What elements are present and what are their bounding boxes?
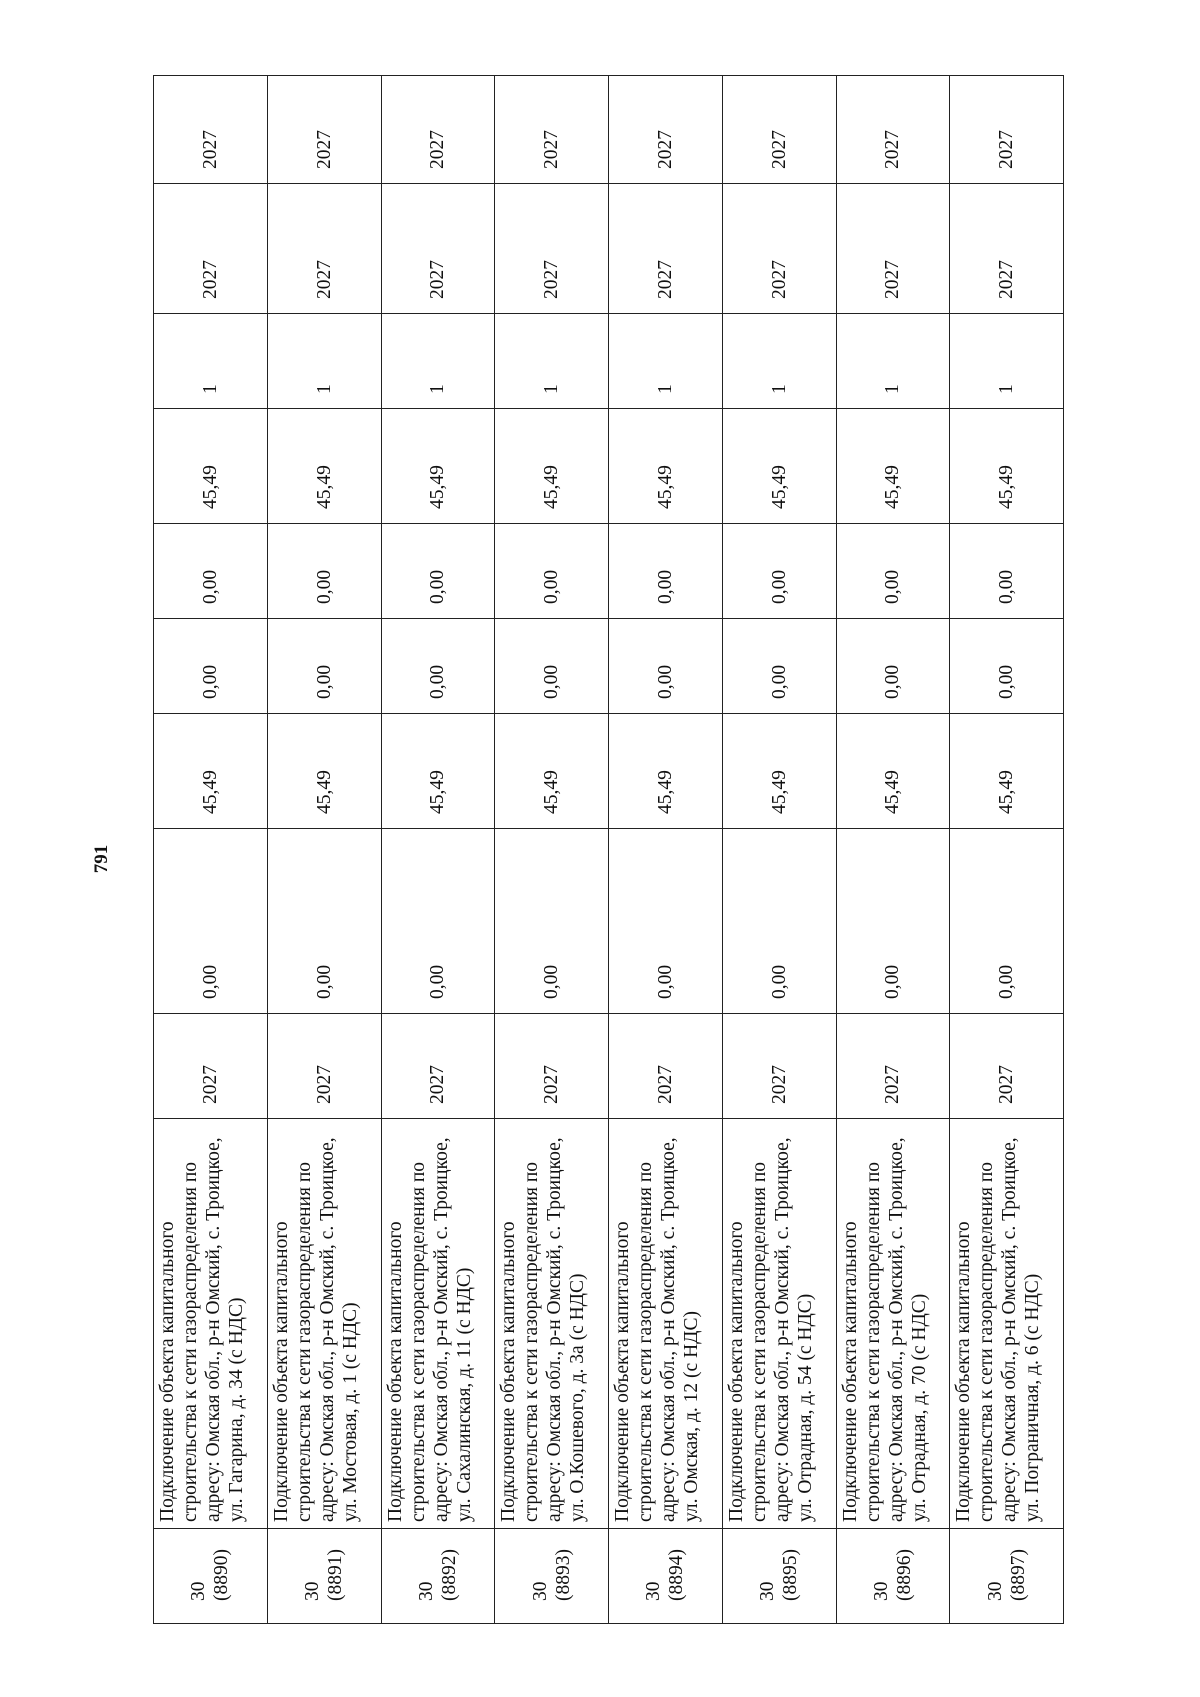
quantity-cell: 1 [609, 314, 723, 409]
value-cell: 45,49 [836, 409, 950, 524]
value-cell: 0,00 [381, 829, 495, 1014]
value-cell: 0,00 [722, 829, 836, 1014]
page-number: 791 [91, 844, 112, 874]
value-cell: 0,00 [495, 524, 609, 619]
value-cell: 0,00 [836, 829, 950, 1014]
row-id: (8896) [893, 1549, 915, 1601]
table-row [950, 76, 1064, 1624]
value-cell: 0,00 [154, 829, 268, 1014]
project-description: Подключение объекта капитального строительства к сети газораспределения по адресу: Омская обл., р-н Омский, с. Троицкое, ул. Гагарина, д. 34 (с НДС) [154, 1119, 268, 1529]
year-cell: 2027 [836, 1014, 950, 1119]
value-cell: 0,00 [267, 524, 381, 619]
value-cell: 0,00 [950, 619, 1064, 714]
value-cell: 0,00 [836, 524, 950, 619]
table-row [381, 76, 495, 1624]
value-cell: 0,00 [609, 524, 723, 619]
year-cell: 2027 [950, 1014, 1064, 1119]
investment-table [153, 75, 1064, 1624]
project-description: Подключение объекта капитального строительства к сети газораспределения по адресу: Омская обл., р-н Омский, с. Троицкое, ул. Сахалинская, д. 11 (с НДС) [381, 1119, 495, 1529]
end-year-cell: 2027 [836, 76, 950, 184]
table-row [495, 76, 609, 1624]
quantity-cell: 1 [950, 314, 1064, 409]
row-code-number: 30 [188, 1581, 210, 1601]
value-cell: 0,00 [267, 619, 381, 714]
value-cell: 45,49 [381, 409, 495, 524]
row-code [154, 1529, 268, 1624]
row-id: (8892) [438, 1549, 460, 1601]
table-row [836, 76, 950, 1624]
end-year-cell: 2027 [381, 76, 495, 184]
value-cell: 45,49 [722, 409, 836, 524]
value-cell: 45,49 [267, 409, 381, 524]
value-cell: 0,00 [381, 524, 495, 619]
value-cell: 45,49 [495, 409, 609, 524]
year-cell: 2027 [154, 1014, 268, 1119]
end-year-cell: 2027 [154, 76, 268, 184]
row-code-number: 30 [302, 1581, 324, 1601]
value-cell: 45,49 [836, 714, 950, 829]
quantity-cell: 1 [154, 314, 268, 409]
project-description: Подключение объекта капитального строительства к сети газораспределения по адресу: Омская обл., р-н Омский, с. Троицкое, ул. Отрадная, д. 54 (с НДС) [722, 1119, 836, 1529]
quantity-cell: 1 [495, 314, 609, 409]
row-code-number: 30 [643, 1581, 665, 1601]
start-year-cell: 2027 [267, 184, 381, 314]
end-year-cell: 2027 [267, 76, 381, 184]
row-id: (8894) [666, 1549, 688, 1601]
row-code-number: 30 [529, 1581, 551, 1601]
end-year-cell: 2027 [722, 76, 836, 184]
row-code [722, 1529, 836, 1624]
value-cell: 45,49 [154, 409, 268, 524]
project-description: Подключение объекта капитального строительства к сети газораспределения по адресу: Омская обл., р-н Омский, с. Троицкое, ул. Отрадная, д. 70 (с НДС) [836, 1119, 950, 1529]
row-code [495, 1529, 609, 1624]
end-year-cell: 2027 [950, 76, 1064, 184]
quantity-cell: 1 [381, 314, 495, 409]
value-cell: 0,00 [609, 619, 723, 714]
rotated-table-sheet [153, 76, 1064, 1624]
start-year-cell: 2027 [950, 184, 1064, 314]
quantity-cell: 1 [836, 314, 950, 409]
year-cell: 2027 [267, 1014, 381, 1119]
start-year-cell: 2027 [154, 184, 268, 314]
row-id: (8891) [325, 1549, 347, 1601]
quantity-cell: 1 [267, 314, 381, 409]
row-code [836, 1529, 950, 1624]
row-id: (8893) [552, 1549, 574, 1601]
row-code [381, 1529, 495, 1624]
value-cell: 45,49 [950, 409, 1064, 524]
project-description: Подключение объекта капитального строительства к сети газораспределения по адресу: Омская обл., р-н Омский, с. Троицкое, ул. О.Кошевого, д. 3а (с НДС) [495, 1119, 609, 1529]
value-cell: 45,49 [154, 714, 268, 829]
project-description: Подключение объекта капитального строительства к сети газораспределения по адресу: Омская обл., р-н Омский, с. Троицкое, ул. Омская, д. 12 (с НДС) [609, 1119, 723, 1529]
value-cell: 0,00 [609, 829, 723, 1014]
table-row [267, 76, 381, 1624]
value-cell: 0,00 [495, 829, 609, 1014]
row-code [950, 1529, 1064, 1624]
row-id: (8890) [211, 1549, 233, 1601]
value-cell: 45,49 [950, 714, 1064, 829]
value-cell: 0,00 [267, 829, 381, 1014]
table-row [722, 76, 836, 1624]
row-code [609, 1529, 723, 1624]
start-year-cell: 2027 [722, 184, 836, 314]
project-description: Подключение объекта капитального строительства к сети газораспределения по адресу: Омская обл., р-н Омский, с. Троицкое, ул. Мостовая, д. 1 (с НДС) [267, 1119, 381, 1529]
year-cell: 2027 [495, 1014, 609, 1119]
row-id: (8895) [780, 1549, 802, 1601]
year-cell: 2027 [722, 1014, 836, 1119]
value-cell: 45,49 [267, 714, 381, 829]
start-year-cell: 2027 [609, 184, 723, 314]
row-code-number: 30 [984, 1581, 1006, 1601]
row-code-number: 30 [757, 1581, 779, 1601]
row-id: (8897) [1007, 1549, 1029, 1601]
value-cell: 45,49 [495, 714, 609, 829]
quantity-cell: 1 [722, 314, 836, 409]
end-year-cell: 2027 [609, 76, 723, 184]
row-code-number: 30 [415, 1581, 437, 1601]
table-row [609, 76, 723, 1624]
value-cell: 45,49 [381, 714, 495, 829]
value-cell: 45,49 [609, 409, 723, 524]
value-cell: 0,00 [836, 619, 950, 714]
year-cell: 2027 [381, 1014, 495, 1119]
project-description: Подключение объекта капитального строительства к сети газораспределения по адресу: Омская обл., р-н Омский, с. Троицкое, ул. Пограничная, д. 6 (с НДС) [950, 1119, 1064, 1529]
table-row [154, 76, 268, 1624]
start-year-cell: 2027 [836, 184, 950, 314]
row-code-number: 30 [870, 1581, 892, 1601]
year-cell: 2027 [609, 1014, 723, 1119]
start-year-cell: 2027 [381, 184, 495, 314]
value-cell: 45,49 [722, 714, 836, 829]
end-year-cell: 2027 [495, 76, 609, 184]
value-cell: 0,00 [722, 619, 836, 714]
start-year-cell: 2027 [495, 184, 609, 314]
value-cell: 0,00 [495, 619, 609, 714]
value-cell: 0,00 [950, 829, 1064, 1014]
value-cell: 45,49 [609, 714, 723, 829]
value-cell: 0,00 [154, 619, 268, 714]
row-code [267, 1529, 381, 1624]
value-cell: 0,00 [154, 524, 268, 619]
value-cell: 0,00 [950, 524, 1064, 619]
value-cell: 0,00 [722, 524, 836, 619]
value-cell: 0,00 [381, 619, 495, 714]
